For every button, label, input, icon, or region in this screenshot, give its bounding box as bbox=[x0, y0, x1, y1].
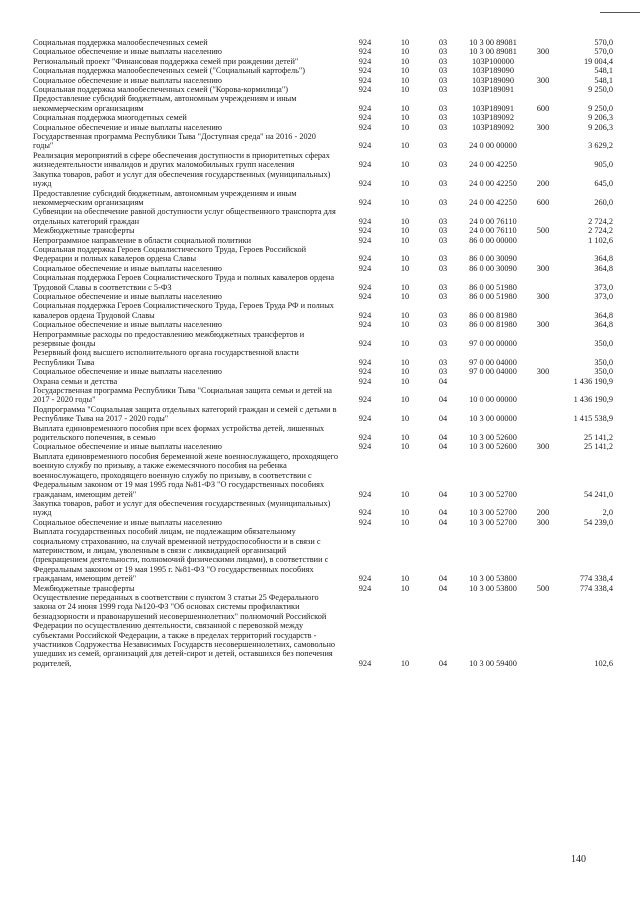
row-section-code: 10 bbox=[400, 395, 410, 405]
row-section-code: 10 bbox=[400, 339, 410, 348]
row-subsection-code: 03 bbox=[438, 216, 448, 226]
row-subsection-code: 03 bbox=[438, 75, 448, 85]
row-amount: 9 250,0 bbox=[588, 103, 613, 113]
row-target-code: 10 3 00 53800 bbox=[469, 574, 517, 584]
row-name: Выплата единовременного пособия при всех формах устройства детей, лишенных родительского попечения, в семью bbox=[33, 423, 325, 443]
row-subsection-code: 03 bbox=[438, 367, 448, 377]
row-ministry-code: 924 bbox=[358, 282, 372, 292]
row-subsection-code: 04 bbox=[438, 574, 448, 584]
row-expense-type bbox=[524, 207, 562, 226]
table-row bbox=[33, 76, 613, 85]
row-amount: 1 436 190,9 bbox=[573, 376, 613, 386]
row-expense-type bbox=[524, 452, 562, 499]
row-subsection-code: 04 bbox=[438, 376, 448, 386]
row-name: Социальная поддержка Героев Социалистического Труда, Героев Российской Федерации и полных кавалеров ордена Славы bbox=[33, 244, 307, 264]
table-row bbox=[33, 47, 613, 56]
row-name: Государственная программа Республики Тыва "Доступная среда" на 2016 - 2020 годы" bbox=[33, 132, 316, 151]
row-target-code: 86 0 00 00000 bbox=[469, 235, 517, 245]
row-ministry-code: 924 bbox=[358, 442, 372, 452]
row-ministry-code: 924 bbox=[358, 197, 372, 207]
row-name: Предоставление субсидий бюджетным, автономным учреждениям и иным некоммерческим организациям bbox=[33, 188, 297, 207]
row-expense-type: 500 bbox=[536, 583, 550, 593]
row-amount: 2 724,2 bbox=[588, 226, 613, 236]
table-row bbox=[33, 57, 613, 66]
row-expense-type: 600 bbox=[536, 103, 550, 113]
table-row bbox=[33, 593, 613, 668]
row-section-code: 10 bbox=[400, 583, 410, 593]
row-ministry-code: 924 bbox=[358, 47, 372, 57]
row-target-code: 86 0 00 81980 bbox=[469, 310, 517, 320]
row-expense-type bbox=[524, 405, 562, 424]
table-row bbox=[33, 245, 613, 264]
row-ministry-code: 924 bbox=[358, 216, 372, 226]
row-section-code: 10 bbox=[400, 226, 410, 236]
table-row bbox=[33, 386, 613, 405]
table-row bbox=[33, 301, 613, 320]
row-name: Межбюджетные трансферты bbox=[33, 226, 135, 236]
row-amount: 774 338,4 bbox=[579, 583, 613, 593]
row-expense-type: 300 bbox=[536, 367, 550, 377]
row-target-code: 10 3 00 53800 bbox=[469, 583, 517, 593]
row-subsection-code: 03 bbox=[438, 160, 448, 170]
row-target-code: 103P189090 bbox=[472, 66, 514, 76]
row-ministry-code: 924 bbox=[358, 103, 372, 113]
table-row bbox=[33, 527, 613, 583]
row-subsection-code: 03 bbox=[438, 103, 448, 113]
row-ministry-code: 924 bbox=[358, 75, 372, 85]
row-subsection-code: 03 bbox=[438, 226, 448, 236]
row-name: Социальная поддержка многодетных семей bbox=[33, 113, 187, 123]
table-body bbox=[33, 38, 613, 668]
row-name: Социальное обеспечение и иные выплаты населению bbox=[33, 291, 222, 301]
row-section-code: 10 bbox=[400, 517, 410, 527]
row-expense-type: 300 bbox=[536, 517, 550, 527]
row-target-code: 10 3 00 59400 bbox=[469, 658, 517, 668]
table-row bbox=[33, 151, 613, 170]
row-ministry-code: 924 bbox=[358, 395, 372, 405]
row-expense-type bbox=[524, 273, 562, 292]
row-section-code: 10 bbox=[400, 113, 410, 123]
row-amount: 54 239,0 bbox=[583, 517, 613, 527]
row-ministry-code: 924 bbox=[358, 357, 372, 367]
row-subsection-code: 04 bbox=[438, 433, 448, 443]
row-subsection-code: 03 bbox=[438, 38, 448, 47]
row-amount: 548,1 bbox=[594, 66, 613, 76]
row-expense-type bbox=[524, 113, 562, 122]
row-expense-type bbox=[524, 377, 562, 386]
row-expense-type: 500 bbox=[536, 226, 550, 236]
row-expense-type: 300 bbox=[536, 291, 550, 301]
row-name: Социальная поддержка малообеспеченных семей ("Корова-кормилица") bbox=[33, 85, 288, 95]
row-ministry-code: 924 bbox=[358, 85, 372, 95]
row-subsection-code: 03 bbox=[438, 339, 448, 348]
row-name: Охрана семьи и детства bbox=[33, 376, 118, 386]
row-section-code: 10 bbox=[400, 282, 410, 292]
row-name: Государственная программа Республики Тыва "Социальная защита семьи и детей на 2017 - 2020 годы" bbox=[33, 386, 332, 405]
row-ministry-code: 924 bbox=[358, 235, 372, 245]
table-row bbox=[33, 320, 613, 329]
row-target-code: 24 0 00 76110 bbox=[469, 216, 517, 226]
table-row bbox=[33, 518, 613, 527]
row-ministry-code: 924 bbox=[358, 254, 372, 264]
table-row bbox=[33, 405, 613, 424]
row-ministry-code: 924 bbox=[358, 339, 372, 348]
row-section-code: 10 bbox=[400, 75, 410, 85]
row-amount: 350,0 bbox=[594, 357, 613, 367]
row-name: Субвенции на обеспечение равной доступности услуг общественного транспорта для отдельных категорий граждан bbox=[33, 207, 336, 226]
row-subsection-code: 03 bbox=[438, 47, 448, 57]
table-row bbox=[33, 452, 613, 499]
row-expense-type bbox=[524, 85, 562, 94]
row-subsection-code: 03 bbox=[438, 254, 448, 264]
row-name: Социальное обеспечение и иные выплаты населению bbox=[33, 442, 222, 452]
row-section-code: 10 bbox=[400, 367, 410, 377]
table-row bbox=[33, 236, 613, 245]
row-subsection-code: 03 bbox=[438, 291, 448, 301]
row-ministry-code: 924 bbox=[358, 658, 372, 668]
row-name: Социальное обеспечение и иные выплаты населению bbox=[33, 367, 222, 377]
row-name: Социальное обеспечение и иные выплаты населению bbox=[33, 517, 222, 527]
row-amount: 9 250,0 bbox=[588, 85, 613, 95]
row-name: Социальное обеспечение и иные выплаты населению bbox=[33, 75, 222, 85]
row-name: Социальное обеспечение и иные выплаты населению bbox=[33, 320, 222, 330]
row-target-code: 86 0 00 51980 bbox=[469, 291, 517, 301]
row-subsection-code: 04 bbox=[438, 395, 448, 405]
row-expense-type bbox=[524, 66, 562, 75]
table-row bbox=[33, 292, 613, 301]
row-section-code: 10 bbox=[400, 141, 410, 151]
row-target-code: 10 3 00 00000 bbox=[469, 414, 517, 424]
row-target-code: 103P189092 bbox=[472, 122, 514, 132]
row-expense-type bbox=[524, 132, 562, 151]
row-name: Социальная поддержка Героев Социалистического Труда и полных кавалеров ордена Трудовой Славы в соответствии с 5-ФЗ bbox=[33, 273, 335, 292]
row-amount: 364,8 bbox=[594, 320, 613, 330]
row-target-code: 86 0 00 30090 bbox=[469, 263, 517, 273]
budget-table bbox=[33, 38, 613, 668]
row-name: Закупка товаров, работ и услуг для обеспечения государственных (муниципальных) нужд bbox=[33, 169, 331, 189]
row-amount: 54 241,0 bbox=[583, 489, 613, 499]
row-amount: 570,0 bbox=[594, 47, 613, 57]
row-ministry-code: 924 bbox=[358, 433, 372, 443]
row-target-code: 103P100000 bbox=[472, 56, 514, 66]
row-target-code bbox=[462, 377, 524, 386]
row-section-code: 10 bbox=[400, 85, 410, 95]
row-ministry-code: 924 bbox=[358, 179, 372, 189]
row-ministry-code: 924 bbox=[358, 367, 372, 377]
row-ministry-code: 924 bbox=[358, 66, 372, 76]
row-section-code: 10 bbox=[400, 291, 410, 301]
row-target-code: 86 0 00 81980 bbox=[469, 320, 517, 330]
row-section-code: 10 bbox=[400, 433, 410, 443]
table-row bbox=[33, 442, 613, 451]
row-section-code: 10 bbox=[400, 658, 410, 668]
row-section-code: 10 bbox=[400, 376, 410, 386]
row-ministry-code: 924 bbox=[358, 508, 372, 518]
table-row bbox=[33, 38, 613, 47]
row-ministry-code: 924 bbox=[358, 320, 372, 330]
row-amount: 570,0 bbox=[594, 38, 613, 47]
row-amount: 25 141,2 bbox=[583, 433, 613, 443]
row-target-code: 103P189092 bbox=[472, 113, 514, 123]
table-row bbox=[33, 367, 613, 376]
row-name: Подпрограмма "Социальная защита отдельных категорий граждан и семей с детьми в Республике Тыва на 2017 - 2020 годы" bbox=[33, 404, 337, 424]
row-name: Социальное обеспечение и иные выплаты населению bbox=[33, 263, 222, 273]
row-amount: 774 338,4 bbox=[579, 574, 613, 584]
row-target-code: 10 3 00 52700 bbox=[469, 517, 517, 527]
row-subsection-code: 04 bbox=[438, 508, 448, 518]
row-target-code: 103P189091 bbox=[472, 103, 514, 113]
row-name: Региональный проект "Финансовая поддержка семей при рождении детей" bbox=[33, 56, 299, 66]
row-target-code: 10 3 00 52600 bbox=[469, 442, 517, 452]
row-section-code: 10 bbox=[400, 160, 410, 170]
row-name: Реализация мероприятий в сфере обеспечения доступности в приоритетных сферах жизнедеятельности инвалидов и других маломобильных групп населения bbox=[33, 150, 330, 170]
row-section-code: 10 bbox=[400, 357, 410, 367]
row-section-code: 10 bbox=[400, 574, 410, 584]
row-amount: 9 206,3 bbox=[588, 113, 613, 123]
row-amount: 350,0 bbox=[594, 339, 613, 348]
table-row bbox=[33, 584, 613, 593]
row-expense-type bbox=[524, 593, 562, 668]
row-section-code: 10 bbox=[400, 320, 410, 330]
row-ministry-code: 924 bbox=[358, 263, 372, 273]
row-target-code: 10 3 00 52600 bbox=[469, 433, 517, 443]
row-amount: 1 415 538,9 bbox=[573, 414, 613, 424]
row-section-code: 10 bbox=[400, 122, 410, 132]
row-target-code: 24 0 00 42250 bbox=[469, 160, 517, 170]
row-amount: 364,8 bbox=[594, 263, 613, 273]
table-row bbox=[33, 94, 613, 113]
table-row bbox=[33, 424, 613, 443]
row-amount: 260,0 bbox=[594, 197, 613, 207]
row-ministry-code: 924 bbox=[358, 141, 372, 151]
row-amount: 373,0 bbox=[594, 291, 613, 301]
row-section-code: 10 bbox=[400, 489, 410, 499]
row-target-code: 86 0 00 30090 bbox=[469, 254, 517, 264]
row-ministry-code: 924 bbox=[358, 583, 372, 593]
row-expense-type: 200 bbox=[536, 508, 550, 518]
row-amount: 3 629,2 bbox=[588, 141, 613, 151]
row-expense-type bbox=[524, 301, 562, 320]
row-subsection-code: 04 bbox=[438, 658, 448, 668]
table-row bbox=[33, 123, 613, 132]
row-name: Социальное обеспечение и иные выплаты населению bbox=[33, 122, 222, 132]
row-section-code: 10 bbox=[400, 216, 410, 226]
table-row bbox=[33, 330, 613, 349]
row-expense-type: 600 bbox=[536, 197, 550, 207]
row-section-code: 10 bbox=[400, 197, 410, 207]
row-target-code: 10 3 00 89081 bbox=[469, 47, 517, 57]
table-row bbox=[33, 132, 613, 151]
top-right-rule bbox=[600, 12, 640, 13]
table-row bbox=[33, 189, 613, 208]
row-section-code: 10 bbox=[400, 47, 410, 57]
row-section-code: 10 bbox=[400, 442, 410, 452]
row-target-code: 24 0 00 00000 bbox=[469, 141, 517, 151]
row-expense-type: 200 bbox=[536, 179, 550, 189]
row-name: Резервный фонд высшего исполнительного органа государственной власти Республики Тыва bbox=[33, 348, 299, 367]
row-expense-type: 300 bbox=[536, 47, 550, 57]
row-subsection-code: 03 bbox=[438, 56, 448, 66]
row-amount: 373,0 bbox=[594, 282, 613, 292]
row-amount: 364,8 bbox=[594, 254, 613, 264]
row-expense-type bbox=[524, 330, 562, 349]
row-ministry-code: 924 bbox=[358, 310, 372, 320]
row-expense-type bbox=[524, 38, 562, 47]
row-section-code: 10 bbox=[400, 66, 410, 76]
row-subsection-code: 03 bbox=[438, 179, 448, 189]
row-amount: 25 141,2 bbox=[583, 442, 613, 452]
row-name: Осуществление переданных в соответствии с пунктом 3 статьи 25 Федерального закона от 24 июня 1999 года №120-ФЗ "Об основах системы профилактики безнадзорности и правонарушений несовершеннолетних" полномочий Российской Федерации по осуществлению деятельности, связанной с перевозкой между субъектами Российской Федерации, а также в пределах территорий государств - участников Содружества Независимых Государств несовершеннолетних, самовольно ушедших из семей, организаций для детей-сирот и детей, оставшихся без попечения родителей, bbox=[33, 592, 336, 668]
row-expense-type bbox=[524, 386, 562, 405]
row-target-code: 97 0 00 04000 bbox=[469, 367, 517, 377]
row-target-code: 10 3 00 52700 bbox=[469, 508, 517, 518]
row-target-code: 97 0 00 04000 bbox=[469, 357, 517, 367]
row-expense-type bbox=[524, 245, 562, 264]
row-section-code: 10 bbox=[400, 56, 410, 66]
row-section-code: 10 bbox=[400, 414, 410, 424]
row-target-code: 103P189090 bbox=[472, 75, 514, 85]
row-expense-type: 300 bbox=[536, 263, 550, 273]
table-row bbox=[33, 66, 613, 75]
row-section-code: 10 bbox=[400, 179, 410, 189]
row-amount: 2 724,2 bbox=[588, 216, 613, 226]
row-section-code: 10 bbox=[400, 508, 410, 518]
row-expense-type bbox=[524, 57, 562, 66]
row-amount: 19 004,4 bbox=[583, 56, 613, 66]
row-expense-type bbox=[524, 151, 562, 170]
row-ministry-code: 924 bbox=[358, 160, 372, 170]
table-row bbox=[33, 85, 613, 94]
table-row bbox=[33, 348, 613, 367]
row-target-code: 24 0 00 76110 bbox=[469, 226, 517, 236]
row-amount: 1 436 190,9 bbox=[573, 395, 613, 405]
row-subsection-code: 03 bbox=[438, 85, 448, 95]
row-target-code: 10 3 00 89081 bbox=[469, 38, 517, 47]
row-amount: 1 102,6 bbox=[588, 235, 613, 245]
table-row bbox=[33, 264, 613, 273]
row-subsection-code: 04 bbox=[438, 517, 448, 527]
row-target-code: 97 0 00 00000 bbox=[469, 339, 517, 348]
row-ministry-code: 924 bbox=[358, 56, 372, 66]
row-amount: 905,0 bbox=[594, 160, 613, 170]
row-amount: 2,0 bbox=[602, 508, 613, 518]
row-section-code: 10 bbox=[400, 103, 410, 113]
row-amount: 364,8 bbox=[594, 310, 613, 320]
row-subsection-code: 03 bbox=[438, 282, 448, 292]
row-name: Социальная поддержка малообеспеченных семей ("Социальный картофель") bbox=[33, 66, 306, 76]
row-subsection-code: 04 bbox=[438, 489, 448, 499]
row-name: Социальная поддержка Героев Социалистического Труда, Героев Труда РФ и полных кавалеров ордена Трудовой Славы bbox=[33, 301, 334, 320]
table-row bbox=[33, 226, 613, 235]
row-ministry-code: 924 bbox=[358, 574, 372, 584]
row-name: Межбюджетные трансферты bbox=[33, 583, 135, 593]
row-subsection-code: 04 bbox=[438, 583, 448, 593]
row-section-code: 10 bbox=[400, 310, 410, 320]
row-target-code: 103P189091 bbox=[472, 85, 514, 95]
row-target-code: 10 3 00 52700 bbox=[469, 489, 517, 499]
row-expense-type bbox=[524, 424, 562, 443]
row-subsection-code: 04 bbox=[438, 442, 448, 452]
table-row bbox=[33, 377, 613, 386]
row-amount: 350,0 bbox=[594, 367, 613, 377]
row-subsection-code: 03 bbox=[438, 66, 448, 76]
row-subsection-code: 04 bbox=[438, 414, 448, 424]
row-subsection-code: 03 bbox=[438, 197, 448, 207]
row-name: Выплата единовременного пособия беременной жене военнослужащего, проходящего военную службу по призыву, а также ежемесячного пособия на ребенка военнослужащего, проходящего военную службу по призыву, в соответствии с Федеральным законом от 19 мая 1995 года №81-ФЗ "О государственных пособиях гражданам, имеющим детей" bbox=[33, 451, 338, 499]
row-ministry-code: 924 bbox=[358, 489, 372, 499]
row-amount: 645,0 bbox=[594, 179, 613, 189]
row-ministry-code: 924 bbox=[358, 122, 372, 132]
row-subsection-code: 03 bbox=[438, 235, 448, 245]
row-subsection-code: 03 bbox=[438, 113, 448, 123]
row-ministry-code: 924 bbox=[358, 414, 372, 424]
row-name: Закупка товаров, работ и услуг для обеспечения государственных (муниципальных) нужд bbox=[33, 498, 331, 518]
row-name: Непрограммные расходы по предоставлению межбюджетных трансфертов и резервные фонды bbox=[33, 329, 305, 348]
row-target-code: 24 0 00 42250 bbox=[469, 179, 517, 189]
row-subsection-code: 03 bbox=[438, 122, 448, 132]
row-amount: 9 206,3 bbox=[588, 122, 613, 132]
row-subsection-code: 03 bbox=[438, 357, 448, 367]
row-expense-type: 300 bbox=[536, 122, 550, 132]
row-subsection-code: 03 bbox=[438, 310, 448, 320]
row-ministry-code: 924 bbox=[358, 226, 372, 236]
row-expense-type: 300 bbox=[536, 442, 550, 452]
row-ministry-code: 924 bbox=[358, 376, 372, 386]
row-section-code: 10 bbox=[400, 263, 410, 273]
row-name: Социальное обеспечение и иные выплаты населению bbox=[33, 47, 222, 57]
row-subsection-code: 03 bbox=[438, 141, 448, 151]
row-name: Выплата государственных пособий лицам, не подлежащим обязательному социальному страхованию, на случай временной нетрудоспособности и в связи с материнством, и лицам, уволенным в связи с ликвидацией организаций (прекращением деятельности, полномочий физическими лицами), в соответствии с Федеральным законом от 19 мая 1995 г. №81-ФЗ "О государственных пособиях гражданам, имеющим детей" bbox=[33, 527, 329, 584]
table-row bbox=[33, 273, 613, 292]
table-row bbox=[33, 207, 613, 226]
row-subsection-code: 03 bbox=[438, 263, 448, 273]
row-subsection-code: 03 bbox=[438, 320, 448, 330]
row-section-code: 10 bbox=[400, 38, 410, 47]
row-amount: 548,1 bbox=[594, 75, 613, 85]
row-target-code: 86 0 00 51980 bbox=[469, 282, 517, 292]
row-ministry-code: 924 bbox=[358, 38, 372, 47]
row-target-code: 10 0 00 00000 bbox=[469, 395, 517, 405]
table-row bbox=[33, 113, 613, 122]
row-expense-type bbox=[524, 236, 562, 245]
row-amount: 102,6 bbox=[594, 658, 613, 668]
row-ministry-code: 924 bbox=[358, 113, 372, 123]
row-expense-type bbox=[524, 348, 562, 367]
row-section-code: 10 bbox=[400, 254, 410, 264]
row-ministry-code: 924 bbox=[358, 517, 372, 527]
row-name: Непрограммное направление в области социальной политики bbox=[33, 235, 252, 245]
table-row bbox=[33, 170, 613, 189]
row-ministry-code: 924 bbox=[358, 291, 372, 301]
table-row bbox=[33, 499, 613, 518]
page-number: 140 bbox=[571, 854, 586, 865]
row-expense-type: 300 bbox=[536, 75, 550, 85]
row-name: Предоставление субсидий бюджетным, автономным учреждениям и иным некоммерческим организациям bbox=[33, 94, 297, 113]
row-expense-type: 300 bbox=[536, 320, 550, 330]
row-name: Социальная поддержка малообеспеченных семей bbox=[33, 38, 208, 47]
row-expense-type bbox=[524, 527, 562, 583]
row-section-code: 10 bbox=[400, 235, 410, 245]
row-target-code: 24 0 00 42250 bbox=[469, 197, 517, 207]
